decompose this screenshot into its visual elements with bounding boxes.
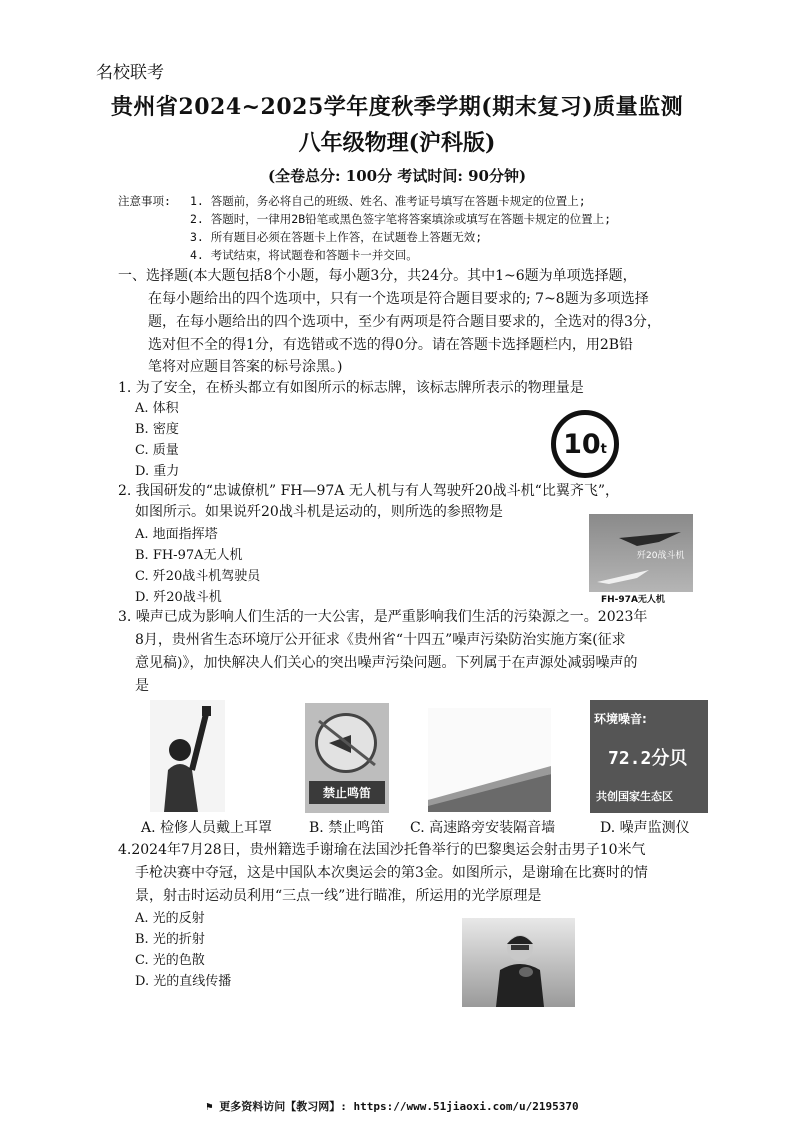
- question-3-stem: 8月，贵州省生态环境厅公开征求《贵州省“十四五”噪声污染防治实施方案(征求: [135, 632, 626, 648]
- note-item: 2. 答题时，一律用2B铅笔或黑色签字笔将答案填涂或填写在答题卡规定的位置上;: [190, 212, 612, 226]
- q1-option-a: A. 体积: [135, 401, 179, 416]
- question-3-stem: 3. 噪声已成为影响人们生活的一大公害，是严重影响我们生活的污染源之一。2023年: [118, 609, 648, 625]
- section-instructions: 笔将对应题目答案的标号涂黑。): [148, 359, 343, 375]
- question-2-stem: 如图所示。如果说歼20战斗机是运动的，则所选的参照物是: [135, 504, 503, 520]
- q2-option-a: A. 地面指挥塔: [135, 527, 218, 542]
- question-3-stem: 意见稿)》，加快解决人们关心的突出噪声污染问题。下列属于在声源处减弱噪声的: [135, 655, 638, 671]
- page-title: 贵州省2024~2025学年度秋季学期(期末复习)质量监测: [110, 94, 684, 120]
- footer-link[interactable]: [206, 1098, 579, 1114]
- weight-limit-sign: [551, 410, 619, 478]
- q3-option-d: D. 噪声监测仪: [600, 820, 690, 836]
- sign-value: 10: [563, 429, 601, 460]
- q4-option-b: B. 光的折射: [135, 932, 205, 947]
- q4-option-c: C. 光的色散: [135, 953, 205, 968]
- note-item: 1. 答题前，务必将自己的班级、姓名、准考证号填写在答题卡规定的位置上;: [190, 194, 586, 208]
- monitor-footer: 共创国家生态区: [596, 790, 673, 803]
- section-instructions: 选对但不全的得1分，有选错或不选的得0分。请在答题卡选择题栏内，用2B铅: [148, 337, 634, 353]
- exam-meta: (全卷总分: 100分 考试时间: 90分钟): [267, 167, 527, 185]
- notes-label: 注意事项:: [118, 194, 171, 208]
- monitor-header: 环境噪音:: [594, 712, 647, 726]
- question-3-stem: 是: [135, 678, 149, 694]
- question-4-stem: 4.2024年7月28日，贵州籍选手谢瑜在法国沙托鲁举行的巴黎奥运会射击男子10米气: [118, 842, 646, 858]
- earmuff-worker-image: [150, 700, 225, 812]
- q4-option-d: D. 光的直线传播: [135, 974, 232, 989]
- question-2-stem: 2. 我国研发的“忠诚僚机” FH—97A 无人机与有人驾驶歼20战斗机“比翼齐飞”，: [118, 483, 619, 499]
- q1-option-c: C. 质量: [135, 443, 179, 458]
- section-instructions: 题，在每小题给出的四个选项中，至少有两项是符合题目要求的，全选对的得3分，: [148, 314, 661, 330]
- exam-tag: 名校联考: [96, 63, 164, 83]
- noise-monitor-image: [590, 700, 708, 813]
- q2-option-d: D. 歼20战斗机: [135, 590, 222, 605]
- question-1-stem: 1. 为了安全，在桥头都立有如图所示的标志牌，该标志牌所表示的物理量是: [118, 380, 584, 396]
- no-horn-sign-text: 禁止鸣笛: [309, 781, 385, 804]
- section-instructions: 在每小题给出的四个选项中，只有一个选项是符合题目要求的; 7~8题为多项选择: [148, 291, 649, 307]
- q1-option-d: D. 重力: [135, 464, 180, 479]
- q2-option-c: C. 歼20战斗机驾驶员: [135, 569, 261, 584]
- no-horn-sign-image: [305, 703, 389, 813]
- q3-option-b: B. 禁止鸣笛: [309, 820, 385, 836]
- fighter-label: 歼20战斗机: [637, 551, 685, 561]
- section-instructions: 一、选择题(本大题包括8个小题，每小题3分，共24分。其中1~6题为单项选择题，: [118, 268, 637, 284]
- q1-option-b: B. 密度: [135, 422, 179, 437]
- q2-option-b: B. FH-97A无人机: [135, 548, 243, 563]
- monitor-reading: 72.2分贝: [608, 748, 688, 769]
- flag-icon: ⚑: [206, 1100, 220, 1113]
- q3-option-a: A. 检修人员戴上耳罩: [141, 820, 273, 836]
- question-4-stem: 景，射击时运动员利用“三点一线”进行瞄准，所运用的光学原理是: [135, 888, 542, 904]
- footer-text: 更多资料访问【教习网】: https://www.51jiaoxi.com/u/2195370: [219, 1100, 579, 1113]
- shooter-image: [462, 918, 575, 1007]
- q3-option-c: C. 高速路旁安装隔音墙: [410, 820, 556, 836]
- note-item: 3. 所有题目必须在答题卡上作答，在试题卷上答题无效;: [190, 230, 483, 244]
- fighter-drone-image: [589, 514, 693, 592]
- question-4-stem: 手枪决赛中夺冠，这是中国队本次奥运会的第3金。如图所示，是谢瑜在比赛时的情: [135, 865, 648, 881]
- q4-option-a: A. 光的反射: [135, 911, 205, 926]
- subject-title: 八年级物理(沪科版): [298, 130, 496, 156]
- sound-barrier-image: [428, 708, 551, 812]
- sign-unit: t: [600, 442, 607, 457]
- drone-caption: FH-97A无人机: [601, 595, 665, 605]
- note-item: 4. 考试结束，将试题卷和答题卡一并交回。: [190, 248, 418, 262]
